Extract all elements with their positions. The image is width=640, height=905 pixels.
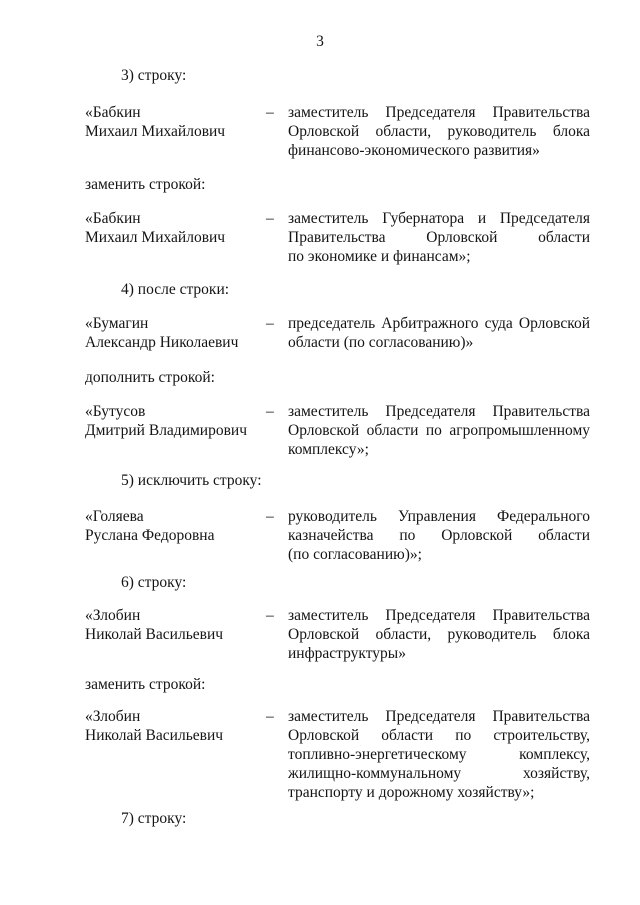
position-description	[288, 402, 590, 459]
entry-golyaeva	[85, 507, 590, 567]
entry-zlobin-new	[85, 707, 590, 807]
description-line: области (по согласованию)»	[288, 334, 474, 351]
item-4-heading: 4) после строки:	[121, 281, 230, 298]
description-line: по экономике и финансам»;	[288, 248, 471, 265]
description-line: заместитель Председателя Правительства	[288, 607, 590, 624]
description-line: (по согласованию)»;	[288, 546, 422, 563]
replace-note: заменить строкой:	[85, 676, 206, 693]
page-number: 3	[316, 33, 324, 50]
dash-separator: –	[266, 607, 274, 624]
name-line: Михаил Михайлович	[85, 123, 226, 140]
description-line: заместитель Председателя Правительства	[288, 403, 590, 420]
name-line: «Голяева	[85, 508, 144, 525]
description-line: Орловской области, руководитель блока	[288, 123, 590, 140]
name-line: Александр Николаевич	[85, 334, 239, 351]
description-line: председатель Арбитражного суда Орловской	[288, 315, 590, 332]
name-line: «Бабкин	[85, 210, 141, 227]
dash-separator: –	[266, 708, 274, 725]
entry-babkin-new	[85, 209, 590, 269]
description-line: Орловской области по агропромышленному	[288, 422, 590, 439]
position-description	[288, 314, 590, 352]
description-line: Орловской области, руководитель блока	[288, 626, 590, 643]
replace-note: заменить строкой:	[85, 176, 206, 193]
person-name	[85, 103, 225, 141]
person-name	[85, 707, 223, 745]
position-description	[288, 606, 590, 663]
name-line: «Бутусов	[85, 403, 146, 420]
name-line: «Злобин	[85, 607, 141, 624]
item-3-heading: 3) строку:	[121, 67, 187, 84]
name-line: «Бумагин	[85, 315, 149, 332]
position-description	[288, 209, 590, 266]
item-5-heading: 5) исключить строку:	[121, 472, 262, 489]
position-description	[288, 103, 590, 160]
name-line: «Злобин	[85, 708, 141, 725]
name-line: Дмитрий Владимирович	[85, 422, 248, 439]
person-name	[85, 402, 247, 440]
person-name	[85, 606, 223, 644]
person-name	[85, 314, 238, 352]
description-line: Правительства Орловской области	[288, 229, 590, 246]
item-6-heading: 6) строку:	[121, 574, 187, 591]
description-line: финансово-экономического развития»	[288, 142, 540, 159]
name-line: Николай Васильевич	[85, 727, 224, 744]
position-description	[288, 507, 590, 564]
dash-separator: –	[266, 315, 274, 332]
entry-bumagin	[85, 314, 590, 374]
name-line: «Бабкин	[85, 104, 141, 121]
dash-separator: –	[266, 210, 274, 227]
item-7-heading: 7) строку:	[121, 810, 187, 827]
description-line: топливно-энергетическому комплексу,	[288, 746, 590, 763]
entry-babkin-old	[85, 103, 590, 163]
dash-separator: –	[266, 403, 274, 420]
add-note: дополнить строкой:	[85, 369, 215, 386]
person-name	[85, 209, 225, 247]
name-line: Николай Васильевич	[85, 626, 224, 643]
description-line: казначейства по Орловской области	[288, 527, 590, 544]
name-line: Руслана Федоровна	[85, 527, 215, 544]
position-description	[288, 707, 590, 802]
dash-separator: –	[266, 508, 274, 525]
person-name	[85, 507, 214, 545]
name-line: Михаил Михайлович	[85, 229, 226, 246]
description-line: заместитель Председателя Правительства	[288, 104, 590, 121]
entry-butusov	[85, 402, 590, 462]
description-line: жилищно-коммунальному хозяйству,	[288, 765, 590, 782]
entry-zlobin-old	[85, 606, 590, 666]
description-line: заместитель Председателя Правительства	[288, 708, 590, 725]
description-line: руководитель Управления Федерального	[288, 508, 590, 525]
dash-separator: –	[266, 104, 274, 121]
description-line: комплексу»;	[288, 441, 369, 458]
description-line: заместитель Губернатора и Председателя	[288, 210, 590, 227]
description-line: транспорту и дорожному хозяйству»;	[288, 784, 535, 801]
description-line: инфраструктуры»	[288, 645, 406, 662]
description-line: Орловской области по строительству,	[288, 727, 590, 744]
